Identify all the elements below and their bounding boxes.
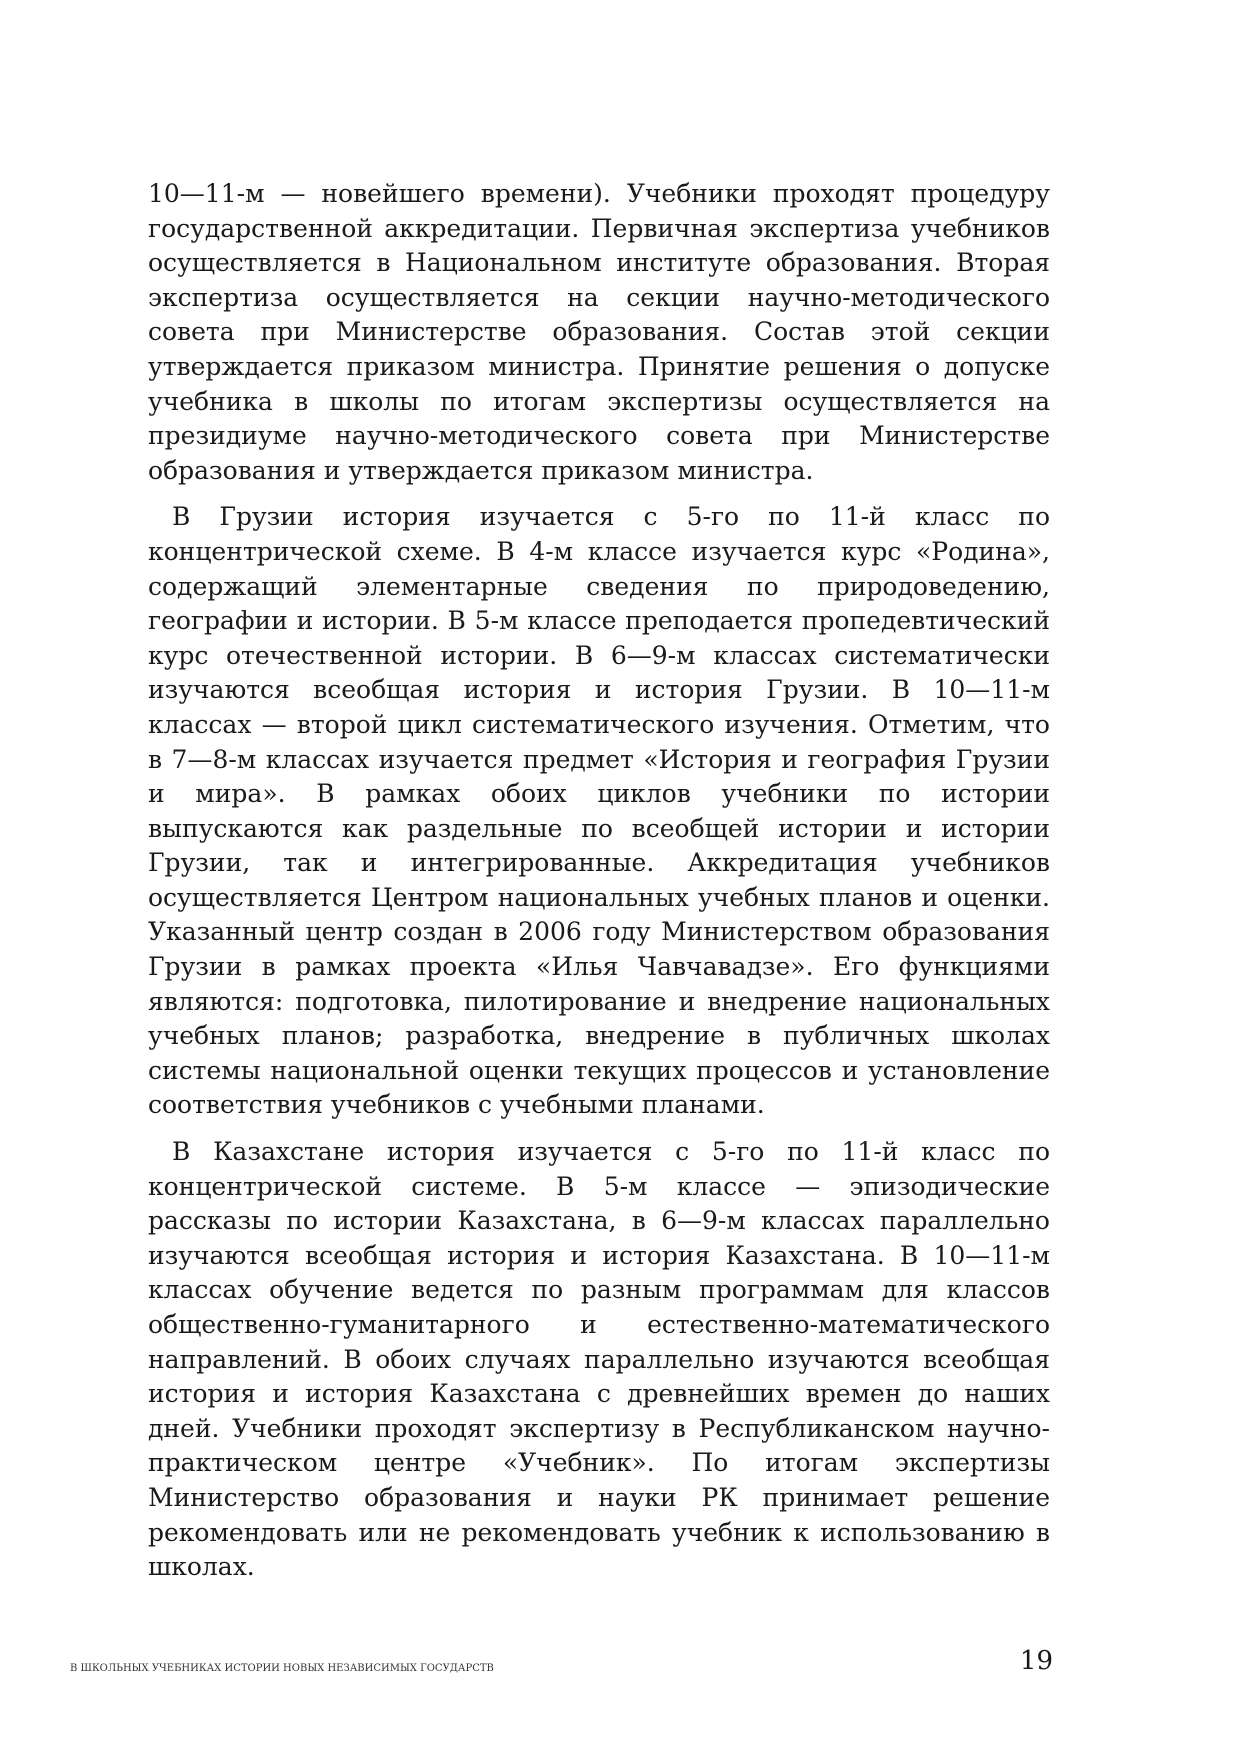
running-title: В ШКОЛЬНЫХ УЧЕБНИКАХ ИСТОРИИ НОВЫХ НЕЗАВИСИМЫХ ГОСУДАРСТВ [70,1663,494,1674]
paragraph-kazakhstan: В Казахстане история изучается с 5-го по 11-й класс по концентрической системе. В 5-м классе — эпизодические рассказы по истории Казахстана, в 6—9-м классах параллельно изучаются всеобщая история и история Казахстана. В 10—11-м классах обучение ведется по разным программам для классов общественно-гуманитарного и естественно-математического направлений. В обоих случаях параллельно изучаются всеобщая история и история Казахстана с древнейших времен до наших дней. Учебники проходят экспертизу в Республиканском научно-практическом центре «Учебник». По итогам экспертизы Министерство образования и науки РК принимает решение рекомендовать или не рекомендовать учебник к использованию в школах. [148,1137,1050,1582]
paragraph-georgia: В Грузии история изучается с 5-го по 11-й класс по концентрической схеме. В 4-м классе изучается курс «Родина», содержащий элементарные сведения по природоведению, географии и истории. В 5-м классе преподается пропедевтический курс отечественной истории. В 6—9-м классах систематически изучаются всеобщая история и история Грузии. В 10—11-м классах — второй цикл систематического изучения. Отметим, что в 7—8-м классах изучается предмет «История и география Грузии и мира». В рамках обоих циклов учебники по истории выпускаются как раздельные по всеобщей истории и истории Грузии, так и интегрированные. Аккредитация учебников осуществляется Центром национальных учебных планов и оценки. Указанный центр создан в 2006 году Министерством образования Грузии в рамках проекта «Илья Чавчавадзе». Его функциями являются: подготовка, пилотирование и внедрение национальных учебных планов; разработка, внедрение в публичных школах системы национальной оценки текущих процессов и установление соответствия учебников с учебными планами. [148,502,1050,1120]
page-number: 19 [1019,1646,1053,1676]
paragraph-continuation: 10—11-м — новейшего времени). Учебники проходят процедуру государственной аккредитации. Первичная экспертиза учебников осуществляется в Национальном институте образования. Вторая экспертиза осуществляется на секции научно-методического совета при Министерстве образования. Состав этой секции утверждается приказом министра. Принятие решения о допуске учебника в школы по итогам экспертизы осуществляется на президиуме научно-методического совета при Министерстве образования и утверждается приказом министра. [148,179,1050,485]
page-footer [70,1640,1053,1674]
body-text [148,177,1050,1585]
